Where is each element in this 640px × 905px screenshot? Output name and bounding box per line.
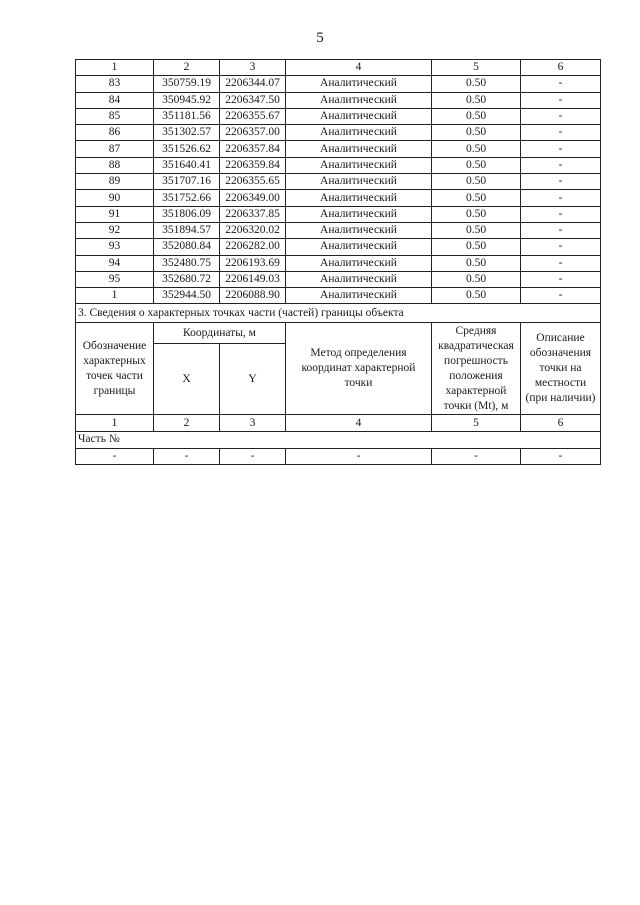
table-row: [76, 222, 601, 238]
table-row: [76, 92, 601, 108]
cell-coord-y: 2206320.02: [220, 222, 286, 238]
section3-title: 3. Сведения о характерных точках части (частей) границы объекта: [76, 304, 601, 323]
section3-body: [76, 304, 601, 465]
cell-description: -: [521, 76, 601, 92]
header-description: Описание обозначения точки на местности (при наличии): [521, 323, 601, 415]
cell-coord-x: 351894.57: [154, 222, 220, 238]
column-number-row: [76, 60, 601, 76]
cell-coord-y: 2206357.84: [220, 141, 286, 157]
cell-error: 0.50: [432, 157, 521, 173]
cell-error: 0.50: [432, 288, 521, 304]
cell-point-number: 95: [76, 271, 154, 287]
table-row: [76, 271, 601, 287]
header-y: Y: [220, 344, 286, 415]
cell-error: 0.50: [432, 174, 521, 190]
table-row: [76, 206, 601, 222]
part-label-row: [76, 431, 601, 448]
cell-method: Аналитический: [286, 190, 432, 206]
cell-error: 0.50: [432, 92, 521, 108]
cell-error: 0.50: [432, 125, 521, 141]
cell-description: -: [521, 92, 601, 108]
s3-col-number-6: 6: [521, 415, 601, 431]
cell-coord-y: 2206337.85: [220, 206, 286, 222]
cell-description: -: [521, 271, 601, 287]
cell-point-number: 92: [76, 222, 154, 238]
cell-point-number: 90: [76, 190, 154, 206]
cell-method: Аналитический: [286, 206, 432, 222]
cell-point-number: 86: [76, 125, 154, 141]
cell-description: -: [521, 157, 601, 173]
col-number-6: 6: [521, 60, 601, 76]
cell-method: Аналитический: [286, 239, 432, 255]
cell-coord-x: 351181.56: [154, 108, 220, 124]
section3-column-number-row: [76, 415, 601, 431]
cell-method: Аналитический: [286, 174, 432, 190]
cell-point-number: 94: [76, 255, 154, 271]
cell-method: Аналитический: [286, 222, 432, 238]
col-number-2: 2: [154, 60, 220, 76]
cell-point-number: 1: [76, 288, 154, 304]
cell-error: 0.50: [432, 108, 521, 124]
cell-method: Аналитический: [286, 271, 432, 287]
cell-point-number: 91: [76, 206, 154, 222]
cell-method: Аналитический: [286, 92, 432, 108]
cell-coord-x: 351302.57: [154, 125, 220, 141]
cell-coord-y: 2206149.03: [220, 271, 286, 287]
table-row: [76, 239, 601, 255]
cell-coord-y: 2206357.00: [220, 125, 286, 141]
cell-coord-y: 2206359.84: [220, 157, 286, 173]
empty-cell-2: -: [154, 448, 220, 464]
cell-method: Аналитический: [286, 255, 432, 271]
cell-coord-x: 351707.16: [154, 174, 220, 190]
cell-description: -: [521, 288, 601, 304]
cell-method: Аналитический: [286, 288, 432, 304]
page-number: 5: [316, 30, 324, 46]
cell-error: 0.50: [432, 239, 521, 255]
cell-coord-y: 2206344.07: [220, 76, 286, 92]
cell-coord-x: 352944.50: [154, 288, 220, 304]
points-table-body: [76, 60, 601, 304]
empty-cell-1: -: [76, 448, 154, 464]
header-method: Метод определения координат характерной точки: [286, 323, 432, 415]
cell-description: -: [521, 255, 601, 271]
table-row: [76, 125, 601, 141]
cell-error: 0.50: [432, 222, 521, 238]
cell-point-number: 93: [76, 239, 154, 255]
section3-title-row: [76, 304, 601, 323]
cell-error: 0.50: [432, 190, 521, 206]
cell-method: Аналитический: [286, 157, 432, 173]
part-label: Часть №: [76, 431, 601, 448]
cell-description: -: [521, 125, 601, 141]
cell-coord-x: 352480.75: [154, 255, 220, 271]
cell-coord-x: 350759.19: [154, 76, 220, 92]
cell-description: -: [521, 141, 601, 157]
s3-col-number-1: 1: [76, 415, 154, 431]
cell-error: 0.50: [432, 76, 521, 92]
cell-coord-y: 2206355.67: [220, 108, 286, 124]
cell-error: 0.50: [432, 206, 521, 222]
cell-description: -: [521, 206, 601, 222]
table-row: [76, 174, 601, 190]
cell-coord-x: 352680.72: [154, 271, 220, 287]
cell-point-number: 83: [76, 76, 154, 92]
section3-header-row-1: [76, 323, 601, 344]
cell-coord-x: 352080.84: [154, 239, 220, 255]
cell-method: Аналитический: [286, 125, 432, 141]
col-number-4: 4: [286, 60, 432, 76]
cell-description: -: [521, 108, 601, 124]
cell-error: 0.50: [432, 271, 521, 287]
col-number-1: 1: [76, 60, 154, 76]
header-x: X: [154, 344, 220, 415]
cell-coord-x: 351752.66: [154, 190, 220, 206]
cell-point-number: 85: [76, 108, 154, 124]
cell-description: -: [521, 222, 601, 238]
cell-coord-y: 2206088.90: [220, 288, 286, 304]
s3-col-number-2: 2: [154, 415, 220, 431]
cell-coord-y: 2206282.00: [220, 239, 286, 255]
table-row: [76, 288, 601, 304]
cell-coord-x: 351526.62: [154, 141, 220, 157]
cell-description: -: [521, 190, 601, 206]
empty-cell-3: -: [220, 448, 286, 464]
cell-error: 0.50: [432, 255, 521, 271]
cell-method: Аналитический: [286, 108, 432, 124]
table-row: [76, 108, 601, 124]
table-row: [76, 157, 601, 173]
s3-col-number-3: 3: [220, 415, 286, 431]
table-row: [76, 190, 601, 206]
empty-cell-6: -: [521, 448, 601, 464]
col-number-3: 3: [220, 60, 286, 76]
s3-col-number-4: 4: [286, 415, 432, 431]
cell-coord-y: 2206349.00: [220, 190, 286, 206]
header-coordinates: Координаты, м: [154, 323, 286, 344]
cell-point-number: 84: [76, 92, 154, 108]
empty-data-row: [76, 448, 601, 464]
cell-error: 0.50: [432, 141, 521, 157]
cell-coord-x: 350945.92: [154, 92, 220, 108]
cell-description: -: [521, 239, 601, 255]
empty-cell-5: -: [432, 448, 521, 464]
cell-coord-y: 2206355.65: [220, 174, 286, 190]
cell-point-number: 87: [76, 141, 154, 157]
col-number-5: 5: [432, 60, 521, 76]
header-error: Средняя квадратическая погрешность положения характерной точки (Mt), м: [432, 323, 521, 415]
coordinates-table: [75, 59, 601, 465]
cell-method: Аналитический: [286, 141, 432, 157]
table-row: [76, 141, 601, 157]
table-row: [76, 76, 601, 92]
cell-description: -: [521, 174, 601, 190]
cell-coord-y: 2206193.69: [220, 255, 286, 271]
cell-coord-x: 351640.41: [154, 157, 220, 173]
cell-method: Аналитический: [286, 76, 432, 92]
table-row: [76, 255, 601, 271]
s3-col-number-5: 5: [432, 415, 521, 431]
header-designation: Обозначение характерных точек части границы: [76, 323, 154, 415]
empty-cell-4: -: [286, 448, 432, 464]
cell-coord-y: 2206347.50: [220, 92, 286, 108]
cell-coord-x: 351806.09: [154, 206, 220, 222]
cell-point-number: 88: [76, 157, 154, 173]
cell-point-number: 89: [76, 174, 154, 190]
